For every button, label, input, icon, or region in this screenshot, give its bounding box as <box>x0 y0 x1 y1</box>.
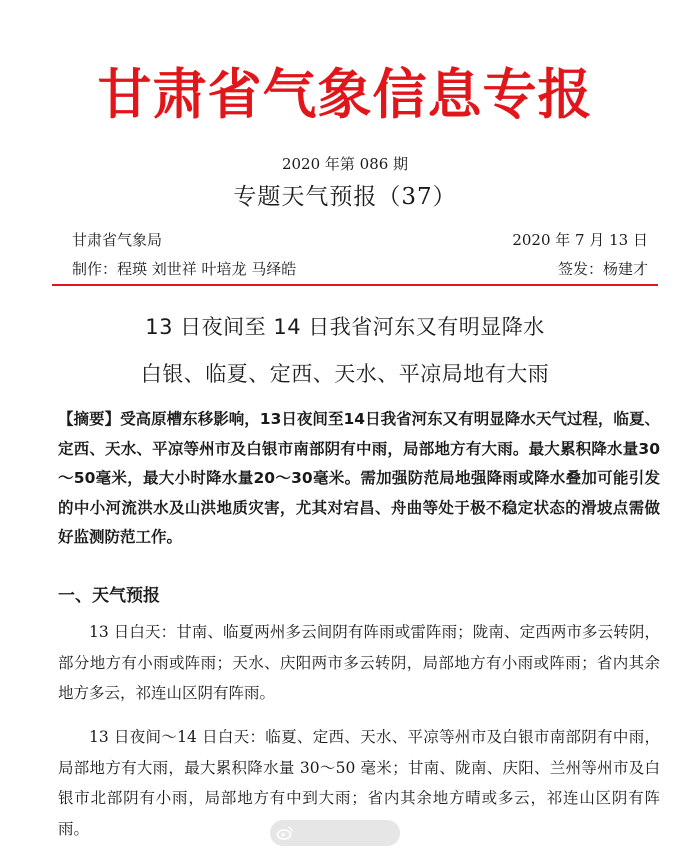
section-heading-forecast: 一、天气预报 <box>58 586 160 606</box>
authors: 制作：程瑛 刘世祥 叶培龙 马绎皓 <box>72 260 297 278</box>
weibo-icon <box>276 824 294 842</box>
summary-tag: 【摘要】 <box>58 410 121 428</box>
issue-date: 2020 年 7 月 13 日 <box>512 231 648 249</box>
summary-paragraph <box>58 405 660 553</box>
weibo-watermark <box>270 820 400 846</box>
summary-text: 受高原槽东移影响，13日夜间至14日我省河东又有明显降水天气过程，临夏、定西、天水、平凉等州市及白银市南部阴有中雨，局部地方有大雨。最大累积降水量30～50毫米，最大小时降水量20～30毫米。需加强防范局地强降雨或降水叠加可能引发的中小河流洪水及山洪地质灾害，尤其对宕昌、舟曲等处于极不稳定状态的滑坡点需做好监测防范工作。 <box>58 410 660 546</box>
red-divider <box>52 284 658 286</box>
meta-row-authors <box>72 262 648 277</box>
meta-row-issuer <box>72 233 648 248</box>
forecast-paragraph-2: 13 日夜间～14 日白天：临夏、定西、天水、平凉等州市及白银市南部阴有中雨，局部地方有大雨，最大累积降水量 30～50 毫米；甘南、陇南、庆阳、兰州等州市及白银市北部阴有小雨，局部地方有中到大雨；省内其余地方晴或多云，祁连山区阴有阵雨。 <box>58 728 660 838</box>
issuer-name: 甘肃省气象局 <box>72 231 163 249</box>
headline-line-2: 白银、临夏、定西、天水、平凉局地有大雨 <box>140 362 550 386</box>
forecast-paragraph-1: 13 日白天：甘南、临夏两州多云间阴有阵雨或雷阵雨；陇南、定西两市多云转阴，部分地方有小雨或阵雨；天水、庆阳两市多云转阴，局部地方有小雨或阵雨；省内其余地方多云，祁连山区阴有阵雨。 <box>58 623 660 702</box>
masthead-title: 甘肃省气象信息专报 <box>97 63 593 126</box>
report-subtitle: 专题天气预报（37） <box>233 184 457 210</box>
headline-line-1: 13 日夜间至 14 日我省河东又有明显降水 <box>145 315 545 339</box>
signer: 签发：杨建才 <box>557 260 648 278</box>
issue-number: 2020 年第 086 期 <box>281 155 409 173</box>
